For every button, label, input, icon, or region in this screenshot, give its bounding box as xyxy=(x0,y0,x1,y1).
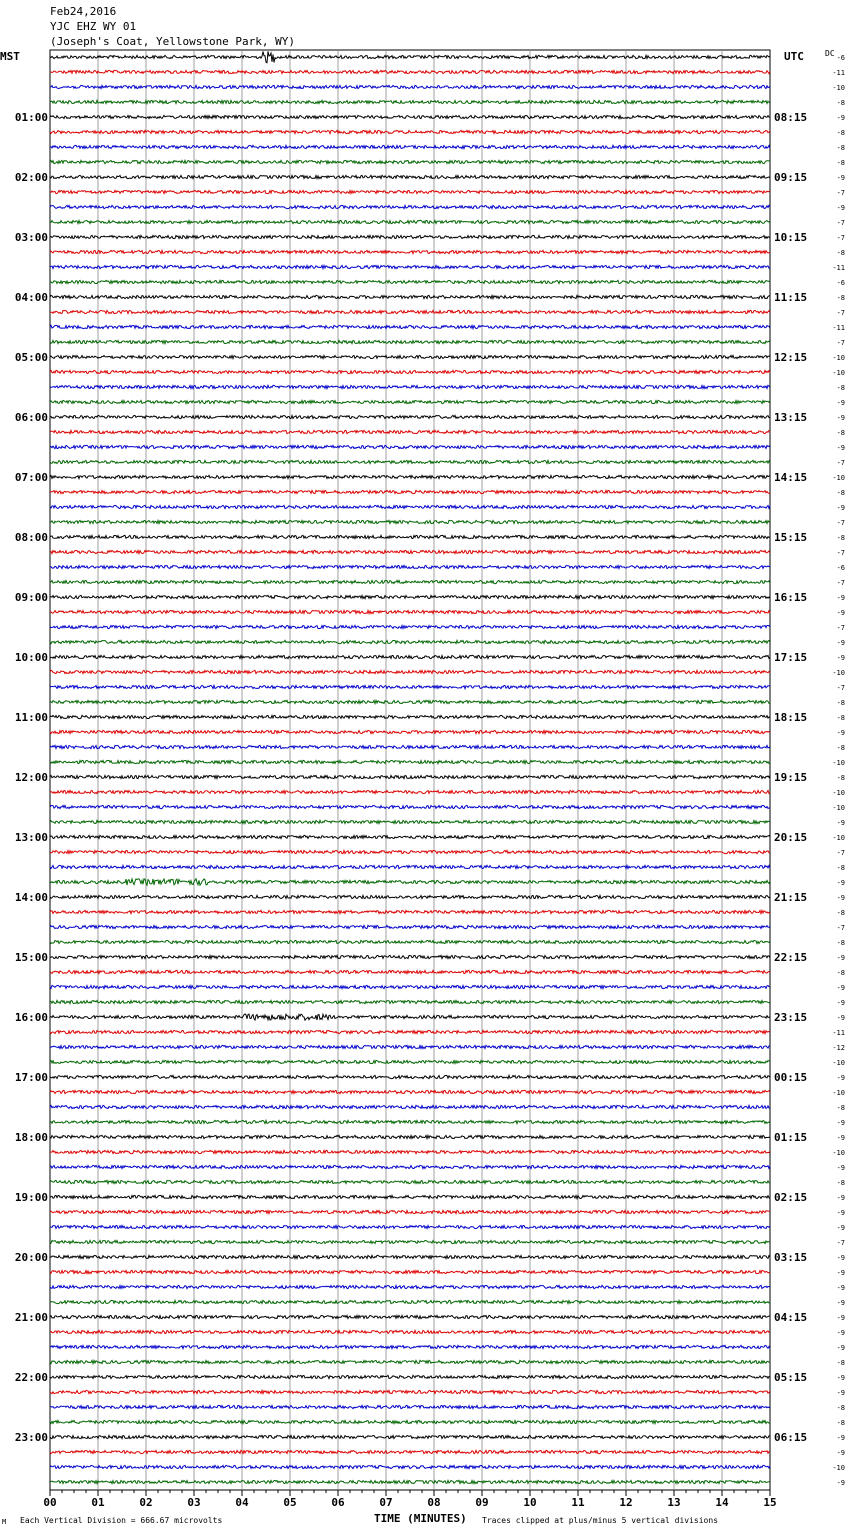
dc-offset-label: -8 xyxy=(836,699,845,707)
dc-offset-label: -9 xyxy=(836,1209,845,1217)
dc-offset-label: -9 xyxy=(836,504,845,512)
dc-offset-label: -11 xyxy=(832,324,845,332)
corner-mark: M xyxy=(2,1518,7,1526)
trace-line xyxy=(50,850,770,853)
trace-line xyxy=(50,1465,770,1468)
dc-offset-label: -8 xyxy=(836,969,845,977)
dc-offset-label: -8 xyxy=(836,744,845,752)
right-hour-label: 22:15 xyxy=(774,951,808,964)
right-hour-label: 01:15 xyxy=(774,1131,808,1144)
right-hour-label: 10:15 xyxy=(774,231,808,244)
dc-offset-label: -8 xyxy=(836,939,845,947)
left-hour-label: 20:00 xyxy=(14,1251,48,1264)
trace-line xyxy=(50,1330,770,1333)
x-axis-title: TIME (MINUTES) xyxy=(374,1512,467,1525)
trace-line xyxy=(50,1135,770,1138)
dc-offset-label: -9 xyxy=(836,1269,845,1277)
dc-offset-label: -9 xyxy=(836,954,845,962)
trace-line xyxy=(50,1435,770,1438)
dc-offset-label: -7 xyxy=(836,459,845,467)
right-hour-label: 20:15 xyxy=(774,831,808,844)
dc-offset-label: -9 xyxy=(836,1344,845,1352)
trace-line xyxy=(50,805,770,808)
trace-line xyxy=(50,460,770,463)
trace-line xyxy=(50,625,770,628)
trace-line xyxy=(50,580,770,583)
dc-offset-label: -9 xyxy=(836,819,845,827)
trace-line xyxy=(50,1120,770,1123)
trace-line xyxy=(50,895,770,898)
left-hour-label: 22:00 xyxy=(14,1371,48,1384)
left-hour-label: 18:00 xyxy=(14,1131,48,1144)
trace-line xyxy=(50,115,770,118)
x-tick-label: 15 xyxy=(763,1496,777,1509)
right-hour-label: 21:15 xyxy=(774,891,808,904)
dc-offset-label: -9 xyxy=(836,984,845,992)
trace-line xyxy=(50,820,770,823)
left-hour-label: 04:00 xyxy=(14,291,48,304)
dc-offset-label: -10 xyxy=(832,804,845,812)
trace-line xyxy=(50,190,770,193)
dc-offset-label: -9 xyxy=(836,1224,845,1232)
right-hour-label: 09:15 xyxy=(774,171,808,184)
x-tick-label: 14 xyxy=(715,1496,729,1509)
dc-offset-label: -9 xyxy=(836,594,845,602)
trace-line xyxy=(50,640,770,643)
dc-offset-label: -7 xyxy=(836,309,845,317)
trace-line xyxy=(50,370,770,373)
left-hour-label: 16:00 xyxy=(14,1011,48,1024)
dc-offset-label: -9 xyxy=(836,1299,845,1307)
trace-line xyxy=(50,475,770,478)
trace-line xyxy=(50,1405,770,1408)
right-hour-label: 08:15 xyxy=(774,111,808,124)
trace-line xyxy=(50,51,770,62)
trace-line xyxy=(50,1000,770,1003)
trace-line xyxy=(50,775,770,778)
dc-offset-label: -8 xyxy=(836,429,845,437)
dc-offset-label: -9 xyxy=(836,999,845,1007)
right-hour-label: 18:15 xyxy=(774,711,808,724)
x-tick-label: 13 xyxy=(667,1496,681,1509)
dc-offset-label: -8 xyxy=(836,99,845,107)
x-tick-label: 00 xyxy=(43,1496,57,1509)
dc-offset-label: -9 xyxy=(836,1119,845,1127)
trace-line xyxy=(50,355,770,358)
dc-offset-label: -9 xyxy=(836,1254,845,1262)
dc-offset-label: -9 xyxy=(836,894,845,902)
left-hour-label: 17:00 xyxy=(14,1071,48,1084)
dc-offset-label: -9 xyxy=(836,174,845,182)
trace-line xyxy=(50,235,770,238)
dc-offset-label: -10 xyxy=(832,1149,845,1157)
dc-offset-label: -8 xyxy=(836,489,845,497)
dc-offset-label: -9 xyxy=(836,1329,845,1337)
right-hour-label: 17:15 xyxy=(774,651,808,664)
trace-line xyxy=(50,715,770,718)
right-hour-label: 13:15 xyxy=(774,411,808,424)
left-hour-label: 01:00 xyxy=(14,111,48,124)
dc-offset-label: -9 xyxy=(836,729,845,737)
dc-offset-label: -7 xyxy=(836,684,845,692)
dc-offset-label: -9 xyxy=(836,414,845,422)
dc-offset-label: -7 xyxy=(836,219,845,227)
trace-line xyxy=(50,175,770,178)
trace-line xyxy=(50,655,770,658)
trace-line xyxy=(50,700,770,703)
dc-offset-label: -7 xyxy=(836,189,845,197)
dc-offset-label: -10 xyxy=(832,369,845,377)
x-tick-label: 04 xyxy=(235,1496,249,1509)
right-hour-label: 19:15 xyxy=(774,771,808,784)
trace-line xyxy=(50,685,770,688)
trace-line xyxy=(50,445,770,448)
left-hour-label: 06:00 xyxy=(14,411,48,424)
dc-offset-label: -9 xyxy=(836,1314,845,1322)
trace-line xyxy=(50,265,770,268)
trace-line xyxy=(50,145,770,148)
scale-note: Each Vertical Division = 666.67 microvolts xyxy=(20,1516,223,1525)
dc-offset-label: -7 xyxy=(836,339,845,347)
trace-line xyxy=(50,280,770,283)
x-tick-label: 06 xyxy=(331,1496,345,1509)
dc-offset-label: -9 xyxy=(836,204,845,212)
left-hour-label: 15:00 xyxy=(14,951,48,964)
x-tick-label: 08 xyxy=(427,1496,441,1509)
dc-offset-label: -6 xyxy=(836,564,845,572)
dc-offset-label: -7 xyxy=(836,234,845,242)
trace-line xyxy=(50,295,770,298)
trace-line xyxy=(50,925,770,928)
dc-offset-label: -9 xyxy=(836,1014,845,1022)
trace-line xyxy=(50,835,770,838)
trace-line xyxy=(50,535,770,538)
x-tick-label: 12 xyxy=(619,1496,633,1509)
trace-line xyxy=(50,100,770,103)
trace-line xyxy=(50,1390,770,1393)
trace-line xyxy=(50,970,770,973)
right-hour-label: 06:15 xyxy=(774,1431,808,1444)
trace-line xyxy=(50,760,770,763)
dc-offset-label: -7 xyxy=(836,624,845,632)
trace-line xyxy=(50,910,770,913)
trace-line xyxy=(50,595,770,598)
trace-line xyxy=(50,505,770,508)
trace-line xyxy=(50,1210,770,1213)
left-hour-label: 03:00 xyxy=(14,231,48,244)
dc-offset-label: -9 xyxy=(836,1479,845,1487)
trace-line xyxy=(50,220,770,223)
right-hour-label: 03:15 xyxy=(774,1251,808,1264)
dc-offset-label: -9 xyxy=(836,1434,845,1442)
dc-offset-label: -10 xyxy=(832,669,845,677)
trace-line xyxy=(50,1225,770,1228)
dc-offset-label: -10 xyxy=(832,1059,845,1067)
left-hour-label: 07:00 xyxy=(14,471,48,484)
left-hour-label: 11:00 xyxy=(14,711,48,724)
left-hour-label: 08:00 xyxy=(14,531,48,544)
x-tick-label: 05 xyxy=(283,1496,297,1509)
trace-line xyxy=(50,385,770,388)
x-tick-label: 09 xyxy=(475,1496,489,1509)
trace-line xyxy=(50,415,770,418)
dc-offset-label: -8 xyxy=(836,1179,845,1187)
trace-line xyxy=(50,325,770,328)
dc-offset-label: -9 xyxy=(836,399,845,407)
trace-line xyxy=(50,520,770,523)
left-hour-label: 10:00 xyxy=(14,651,48,664)
dc-offset-label: -8 xyxy=(836,909,845,917)
dc-offset-label: -9 xyxy=(836,879,845,887)
dc-offset-label: -9 xyxy=(836,1284,845,1292)
dc-offset-label: -9 xyxy=(836,114,845,122)
station-location: (Joseph's Coat, Yellowstone Park, WY) xyxy=(50,35,296,48)
trace-line xyxy=(50,745,770,748)
dc-offset-label: -10 xyxy=(832,474,845,482)
dc-offset-label: -10 xyxy=(832,789,845,797)
trace-line xyxy=(50,1165,770,1168)
trace-line xyxy=(50,1255,770,1258)
dc-offset-label: -9 xyxy=(836,1164,845,1172)
dc-offset-label: -10 xyxy=(832,1464,845,1472)
dc-label: DC xyxy=(825,49,835,58)
dc-offset-label: -10 xyxy=(832,354,845,362)
trace-line xyxy=(50,670,770,673)
trace-line xyxy=(50,1105,770,1108)
dc-offset-label: -8 xyxy=(836,864,845,872)
trace-line xyxy=(50,730,770,733)
trace-line xyxy=(50,250,770,253)
trace-line xyxy=(50,985,770,988)
dc-offset-label: -10 xyxy=(832,834,845,842)
dc-offset-label: -9 xyxy=(836,444,845,452)
dc-offset-label: -8 xyxy=(836,1359,845,1367)
right-hour-label: 23:15 xyxy=(774,1011,808,1024)
dc-offset-label: -12 xyxy=(832,1044,845,1052)
left-hour-label: 19:00 xyxy=(14,1191,48,1204)
dc-offset-label: -9 xyxy=(836,1134,845,1142)
trace-line xyxy=(50,1375,770,1378)
trace-line xyxy=(50,85,770,88)
trace-line xyxy=(50,790,770,793)
trace-line xyxy=(50,1060,770,1063)
clip-note: Traces clipped at plus/minus 5 vertical divisions xyxy=(482,1516,719,1525)
trace-line xyxy=(50,879,770,885)
right-hour-label: 16:15 xyxy=(774,591,808,604)
trace-line xyxy=(50,955,770,958)
dc-offset-label: -8 xyxy=(836,384,845,392)
trace-line xyxy=(50,1014,770,1020)
trace-line xyxy=(50,1420,770,1423)
dc-offset-label: -7 xyxy=(836,1239,845,1247)
trace-line xyxy=(50,1360,770,1363)
right-hour-label: 14:15 xyxy=(774,471,808,484)
dc-offset-label: -8 xyxy=(836,1404,845,1412)
trace-line xyxy=(50,340,770,343)
right-hour-label: 05:15 xyxy=(774,1371,808,1384)
dc-offset-label: -7 xyxy=(836,549,845,557)
trace-line xyxy=(50,1195,770,1198)
trace-line xyxy=(50,70,770,73)
dc-offset-label: -8 xyxy=(836,714,845,722)
right-hour-label: 02:15 xyxy=(774,1191,808,1204)
trace-line xyxy=(50,430,770,433)
dc-offset-label: -11 xyxy=(832,69,845,77)
trace-line xyxy=(50,865,770,868)
right-timezone-label: UTC xyxy=(784,50,804,63)
trace-line xyxy=(50,1180,770,1183)
dc-offset-label: -8 xyxy=(836,774,845,782)
dc-offset-label: -6 xyxy=(836,54,845,62)
trace-line xyxy=(50,1240,770,1243)
trace-line xyxy=(50,550,770,553)
trace-line xyxy=(50,130,770,133)
x-tick-label: 11 xyxy=(571,1496,585,1509)
left-hour-label: 14:00 xyxy=(14,891,48,904)
right-hour-label: 04:15 xyxy=(774,1311,808,1324)
dc-offset-label: -7 xyxy=(836,579,845,587)
trace-line xyxy=(50,1030,770,1033)
dc-offset-label: -8 xyxy=(836,249,845,257)
dc-offset-label: -9 xyxy=(836,639,845,647)
trace-line xyxy=(50,205,770,208)
trace-line xyxy=(50,1300,770,1303)
right-hour-label: 00:15 xyxy=(774,1071,808,1084)
left-hour-label: 12:00 xyxy=(14,771,48,784)
station-code: YJC EHZ WY 01 xyxy=(50,20,137,33)
dc-offset-label: -11 xyxy=(832,1029,845,1037)
trace-line xyxy=(50,1285,770,1288)
dc-offset-label: -7 xyxy=(836,924,845,932)
plot-date: Feb24,2016 xyxy=(50,5,117,18)
x-tick-label: 02 xyxy=(139,1496,153,1509)
dc-offset-label: -8 xyxy=(836,159,845,167)
left-hour-label: 13:00 xyxy=(14,831,48,844)
right-hour-label: 12:15 xyxy=(774,351,808,364)
trace-line xyxy=(50,1075,770,1078)
dc-offset-label: -8 xyxy=(836,129,845,137)
trace-line xyxy=(50,1480,770,1483)
dc-offset-label: -10 xyxy=(832,759,845,767)
x-tick-label: 10 xyxy=(523,1496,537,1509)
dc-offset-label: -9 xyxy=(836,1194,845,1202)
trace-line xyxy=(50,490,770,493)
dc-offset-label: -9 xyxy=(836,1374,845,1382)
dc-offset-label: -8 xyxy=(836,144,845,152)
trace-line xyxy=(50,610,770,613)
x-tick-label: 01 xyxy=(91,1496,105,1509)
trace-line xyxy=(50,940,770,943)
dc-offset-label: -9 xyxy=(836,609,845,617)
trace-line xyxy=(50,1150,770,1153)
dc-offset-label: -9 xyxy=(836,1449,845,1457)
dc-offset-label: -10 xyxy=(832,84,845,92)
trace-line xyxy=(50,1090,770,1093)
right-hour-label: 11:15 xyxy=(774,291,808,304)
dc-offset-label: -8 xyxy=(836,1104,845,1112)
dc-offset-label: -11 xyxy=(832,264,845,272)
trace-line xyxy=(50,1345,770,1348)
dc-offset-label: -7 xyxy=(836,849,845,857)
dc-offset-label: -10 xyxy=(832,1089,845,1097)
trace-line xyxy=(50,1315,770,1318)
dc-offset-label: -6 xyxy=(836,279,845,287)
trace-line xyxy=(50,400,770,403)
trace-line xyxy=(50,1270,770,1273)
left-hour-label: 09:00 xyxy=(14,591,48,604)
right-hour-label: 15:15 xyxy=(774,531,808,544)
dc-offset-label: -8 xyxy=(836,1419,845,1427)
trace-line xyxy=(50,1045,770,1048)
left-hour-label: 23:00 xyxy=(14,1431,48,1444)
left-hour-label: 21:00 xyxy=(14,1311,48,1324)
trace-line xyxy=(50,160,770,163)
dc-offset-label: -9 xyxy=(836,654,845,662)
x-tick-label: 07 xyxy=(379,1496,393,1509)
x-tick-label: 03 xyxy=(187,1496,201,1509)
trace-line xyxy=(50,310,770,313)
dc-offset-label: -7 xyxy=(836,519,845,527)
dc-offset-label: -8 xyxy=(836,294,845,302)
dc-offset-label: -9 xyxy=(836,1074,845,1082)
trace-line xyxy=(50,565,770,568)
trace-line xyxy=(50,1450,770,1453)
dc-offset-label: -9 xyxy=(836,1389,845,1397)
left-timezone-label: MST xyxy=(0,50,20,63)
left-hour-label: 05:00 xyxy=(14,351,48,364)
dc-offset-label: -8 xyxy=(836,534,845,542)
left-hour-label: 02:00 xyxy=(14,171,48,184)
